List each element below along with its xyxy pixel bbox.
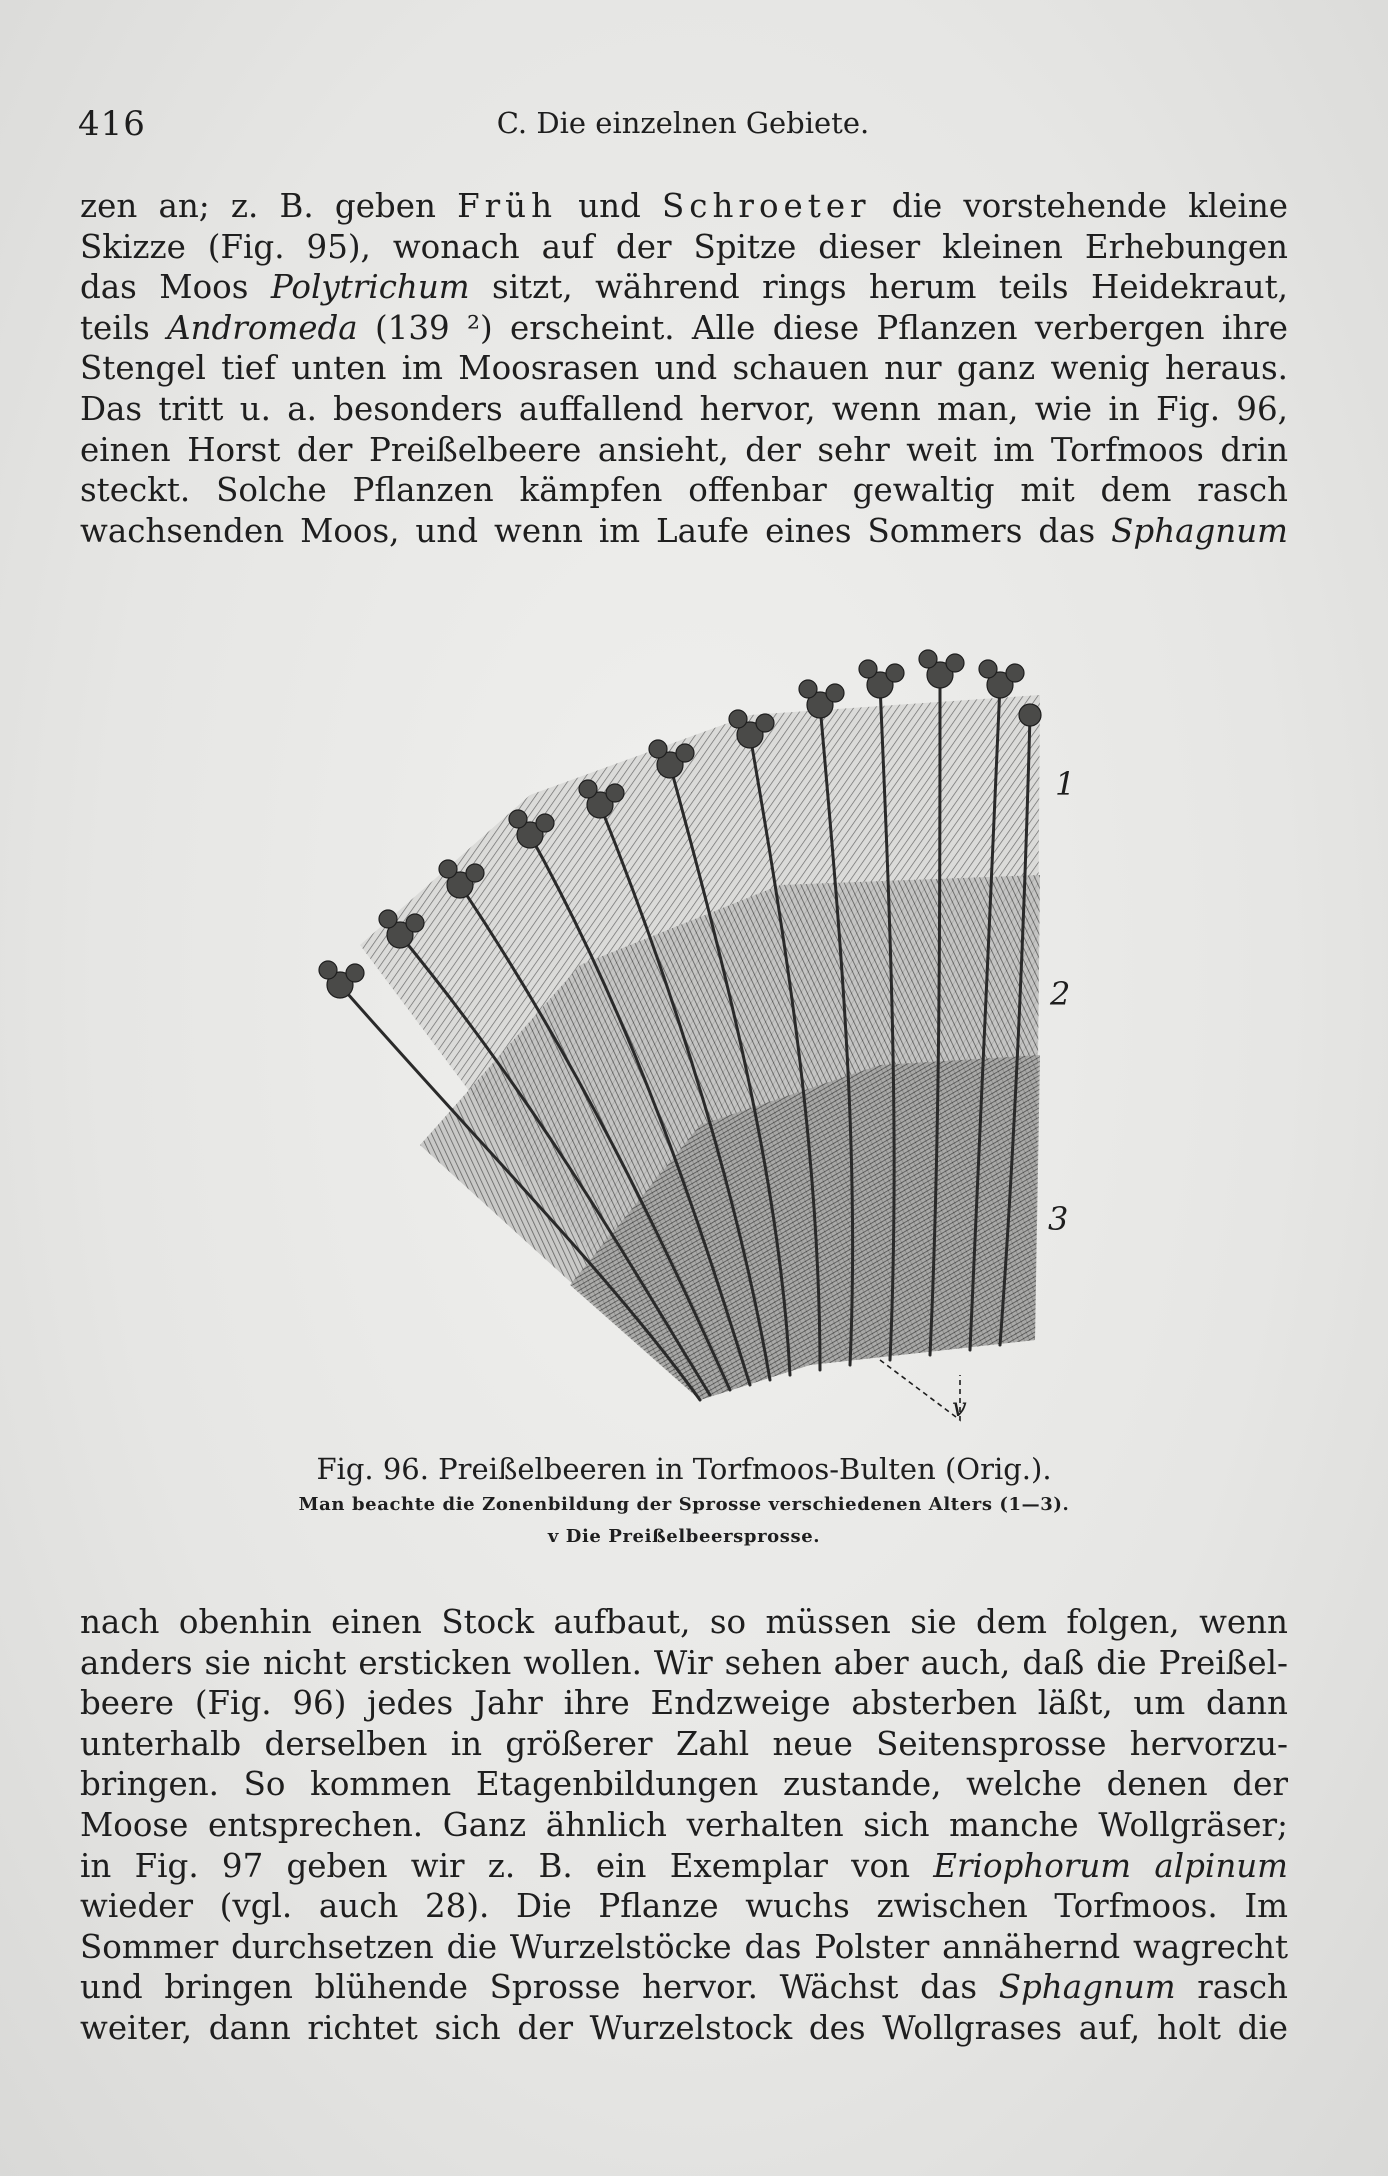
text-line: zen an; z. B. geben Früh und Schroeter die vorstehende kleine — [80, 187, 1288, 225]
text-line: das Moos Polytrichum sitzt, während rings herum teils Heidekraut, — [80, 268, 1288, 307]
text-line: Sommer durchsetzen die Wurzelstöcke das Polster annähernd wagrecht — [80, 1927, 1288, 1966]
species-name: Polytrichum — [270, 268, 470, 307]
cranberry-peat-moss-drawing — [280, 585, 1080, 1425]
author-name: Schroeter — [662, 187, 871, 225]
zone-label-3: 3 — [1048, 1200, 1069, 1238]
species-name: Sphagnum — [1111, 511, 1288, 550]
text-line: Skizze (Fig. 95), wonach auf der Spitze dieser kleinen Erhebungen — [80, 227, 1288, 266]
text-block-bottom — [80, 1602, 1288, 2049]
species-name: Sphagnum — [998, 1968, 1176, 2007]
text-line: bringen. So kommen Etagenbildungen zustande, welche denen der — [80, 1765, 1288, 1804]
figure-caption-note: Man beachte die Zonenbildung der Sprosse verschiedenen Alters (1—3). — [298, 1494, 1070, 1515]
page-number: 416 — [78, 104, 146, 144]
zone-label-v: v — [952, 1393, 967, 1423]
text-line: weiter, dann richtet sich der Wurzelstock des Wollgrases auf, holt die — [80, 2008, 1288, 2047]
figure-caption-title: Fig. 96. Preißelbeeren in Torfmoos-Bulten (Orig.). — [316, 1452, 1052, 1486]
text-line: nach obenhin einen Stock aufbaut, so müssen sie dem folgen, wenn — [80, 1603, 1288, 1641]
text-line: Das tritt u. a. besonders auffallend hervor, wenn man, wie in Fig. 96, — [80, 389, 1288, 428]
text-line: unterhalb derselben in größerer Zahl neue Seitensprosse hervorzu- — [80, 1724, 1288, 1763]
text-line: Moose entsprechen. Ganz ähnlich verhalten sich manche Wollgräser; — [80, 1805, 1288, 1844]
species-name: Eriophorum alpinum — [933, 1846, 1288, 1885]
text-line: beere (Fig. 96) jedes Jahr ihre Endzweige absterben läßt, um dann — [80, 1684, 1288, 1723]
zone-label-2: 2 — [1050, 975, 1071, 1013]
text-line: wachsenden Moos, und wenn im Laufe eines Sommers das Sphagnum — [80, 511, 1288, 550]
zone-label-1: 1 — [1055, 765, 1076, 803]
text-line: einen Horst der Preißelbeere ansieht, der sehr weit im Torfmoos drin — [80, 430, 1288, 469]
author-name: Früh — [457, 187, 558, 225]
text-line: Stengel tief unten im Moosrasen und schauen nur ganz wenig heraus. — [80, 349, 1288, 388]
running-head: C. Die einzelnen Gebiete. — [496, 106, 870, 140]
species-name: Andromeda — [167, 308, 358, 347]
figure-caption-legend: v Die Preißelbeersprosse. — [547, 1526, 821, 1547]
text-line: wieder (vgl. auch 28). Die Pflanze wuchs zwischen Torfmoos. Im — [80, 1887, 1288, 1926]
text-line: steckt. Solche Pflanzen kämpfen offenbar gewaltig mit dem rasch — [80, 471, 1288, 510]
text-line: in Fig. 97 geben wir z. B. ein Exemplar von Eriophorum alpinum — [80, 1846, 1288, 1885]
text-line: teils Andromeda (139 ²) erscheint. Alle diese Pflanzen verbergen ihre — [80, 308, 1288, 347]
text-line: und bringen blühende Sprosse hervor. Wächst das Sphagnum rasch — [80, 1968, 1288, 2007]
page-header — [78, 104, 1288, 152]
text-line: anders sie nicht ersticken wollen. Wir sehen aber auch, daß die Preißel- — [80, 1643, 1288, 1682]
text-block-top — [80, 186, 1288, 551]
figure-illustration — [280, 585, 1080, 1425]
